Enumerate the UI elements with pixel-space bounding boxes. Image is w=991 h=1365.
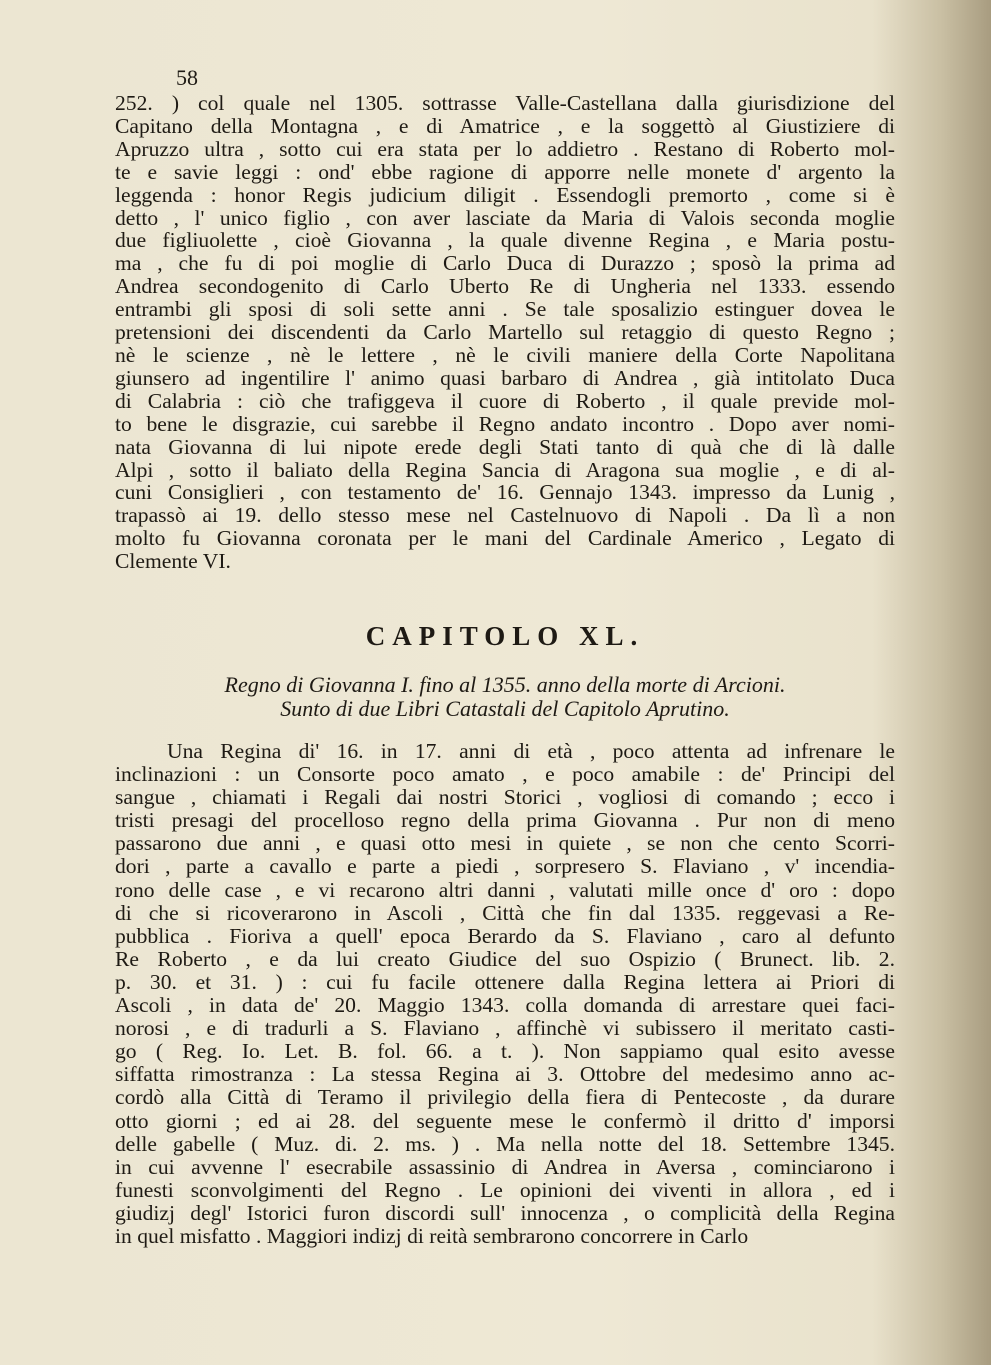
top-paragraph: [115, 92, 895, 573]
main-paragraph: [115, 740, 895, 1248]
text-line: leggenda : honor Regis judicium diligit . Essendogli premorto , come si è: [115, 182, 895, 207]
text-line: entrambi gli sposi di soli sette anni . Se tale sposalizio estinguer dovea le: [115, 297, 895, 322]
text-line: go ( Reg. Io. Let. B. fol. 66. a t. ). Non sappiamo qual esito avesse: [115, 1039, 895, 1064]
text-line: giudizj degl' Istorici furon discordi sull' innocenza , o complicità della Regina: [115, 1200, 895, 1225]
text-line: to bene le disgrazie, cui sarebbe il Regno andato incontro . Dopo aver nomi-: [115, 411, 895, 436]
text-line: funesti sconvolgimenti del Regno . Le opinioni dei viventi in allora , ed i: [115, 1177, 895, 1202]
text-line: in cui avvenne l' esecrabile assassinio di Andrea in Aversa , cominciarono i: [115, 1154, 895, 1179]
text-line: rono delle case , e vi recarono altri danni , valutati mille once d' oro : dopo: [115, 877, 895, 902]
text-line: passarono due anni , e quasi otto mesi in quiete , se non che cento Scorri-: [115, 831, 895, 856]
text-line: di Calabria : ciò che trafiggeva il cuore di Roberto , il quale previde mol-: [115, 388, 895, 413]
text-line: dori , parte a cavallo e parte a piedi , sorpresero S. Flaviano , v' incendia-: [115, 854, 895, 879]
text-line: 252. ) col quale nel 1305. sottrasse Valle-Castellana dalla giurisdizione del: [115, 91, 895, 115]
text-line: inclinazioni : un Consorte poco amato , e poco amabile : de' Principi del: [115, 762, 895, 787]
page-number: 58: [176, 65, 198, 90]
text-line: tristi presagi del procelloso regno della prima Giovanna . Pur non di meno: [115, 808, 895, 833]
text-line: nè le scienze , nè le lettere , nè le civili maniere della Corte Napolitana: [115, 342, 895, 367]
text-line: Una Regina di' 16. in 17. anni di età , poco attenta ad infrenare le: [167, 739, 895, 763]
text-line: norosi , e di tradurli a S. Flaviano , affinchè vi subissero il meritato casti-: [115, 1016, 895, 1041]
text-line: delle gabelle ( Muz. di. 2. ms. ) . Ma nella notte del 18. Settembre 1345.: [115, 1131, 895, 1156]
text-line: siffatta rimostranza : La stessa Regina ai 3. Ottobre del medesimo anno ac-: [115, 1062, 895, 1087]
text-line: Apruzzo ultra , sotto cui era stata per lo addietro . Restano di Roberto mol-: [115, 136, 895, 161]
text-line: due figliuolette , cioè Giovanna , la quale divenne Regina , e Maria postu-: [115, 228, 895, 253]
text-line: in quel misfatto . Maggiori indizj di reità sembrarono concorrere in Carlo: [115, 1223, 749, 1248]
text-line: otto giorni ; ed ai 28. del seguente mese le confermò il dritto d' imporsi: [115, 1108, 895, 1133]
text-line: pubblica . Fioriva a quell' epoca Berardo da S. Flaviano , caro al defunto: [115, 923, 895, 948]
chapter-title: CAPITOLO XL.: [365, 621, 645, 651]
chapter-subtitle-line-2: Sunto di due Libri Catastali del Capitolo Aprutino.: [280, 696, 730, 721]
text-line: Andrea secondogenito di Carlo Uberto Re di Ungheria nel 1333. essendo: [115, 274, 895, 299]
text-line: ma , che fu di poi moglie di Carlo Duca di Durazzo ; sposò la prima ad: [115, 251, 895, 276]
text-line: Re Roberto , e da lui creato Giudice del suo Ospizio ( Brunect. lib. 2.: [115, 946, 895, 971]
text-line: pretensioni dei discendenti da Carlo Martello sul retaggio di questo Regno ;: [115, 320, 895, 345]
text-line: sangue , chiamati i Regali dai nostri Storici , vogliosi di comando ; ecco i: [115, 785, 895, 810]
text-line: di che si ricoverarono in Ascoli , Città che fin dal 1335. reggevasi a Re-: [115, 900, 895, 925]
text-line: nata Giovanna di lui nipote erede degli Stati tanto di quà che di là dalle: [115, 434, 895, 459]
text-line: Clemente VI.: [115, 549, 231, 574]
text-line: te e savie leggi : ond' ebbe ragione di apporre nelle monete d' argento la: [115, 159, 895, 184]
text-line: giunsero ad ingentilire l' animo quasi barbaro di Andrea , già intitolato Duca: [115, 365, 895, 390]
text-line: Capitano della Montagna , e di Amatrice , e la soggettò al Giustiziere di: [115, 113, 895, 138]
text-line: molto fu Giovanna coronata per le mani del Cardinale Americo , Legato di: [115, 526, 895, 551]
chapter-subtitle-line-1: Regno di Giovanna I. fino al 1355. anno della morte di Arcioni.: [224, 672, 786, 697]
text-line: Ascoli , in data de' 20. Maggio 1343. colla domanda di arrestare quei faci-: [115, 993, 895, 1018]
text-line: cuni Consiglieri , con testamento de' 16. Gennajo 1343. impresso da Lunig ,: [115, 480, 895, 505]
text-line: detto , l' unico figlio , con aver lasciate da Maria di Valois seconda moglie: [115, 205, 895, 230]
text-line: p. 30. et 31. ) : cui fu facile ottenere dalla Regina lettera ai Priori di: [115, 969, 895, 994]
text-line: Alpi , sotto il baliato della Regina Sancia di Aragona sua moglie , e di al-: [115, 457, 895, 482]
text-line: cordò alla Città di Teramo il privilegio della fiera di Pentecoste , da durare: [115, 1085, 895, 1110]
text-line: trapassò ai 19. dello stesso mese nel Castelnuovo di Napoli . Da lì a non: [115, 503, 895, 528]
